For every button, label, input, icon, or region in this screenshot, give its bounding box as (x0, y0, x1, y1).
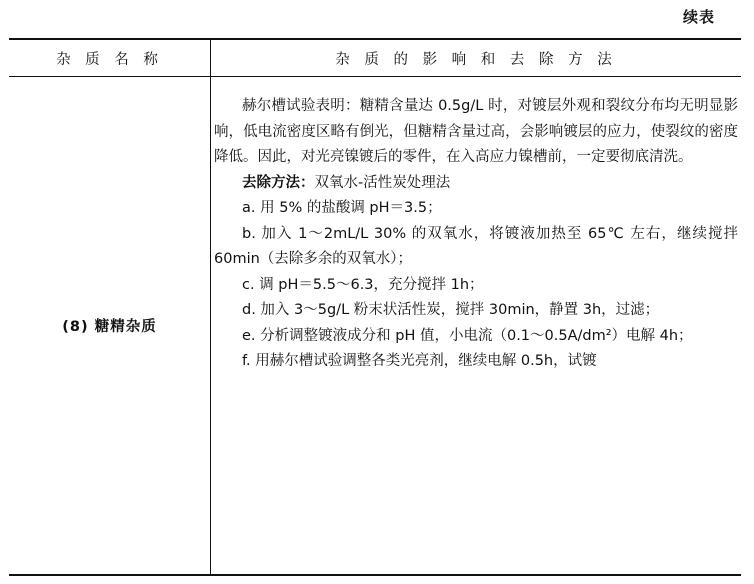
effect-and-removal-cell (211, 77, 742, 576)
step-b: b. 加入 1～2mL/L 30% 的双氧水，将镀液加热至 65℃ 左右，继续搅拌 60min（去除多余的双氧水）； (214, 225, 738, 267)
continued-label: 续表 (683, 8, 716, 26)
table-row (9, 77, 741, 576)
impurity-name-cell: (8) 糖精杂质 (9, 77, 211, 576)
intro-paragraph: 赫尔槽试验表明：糖精含量达 0.5g/L 时，对镀层外观和裂纹分布均无明显影响，低电流密度区略有倒光，但糖精含量过高，会影响镀层的应力，使裂纹的密度降低。因此，对光亮镍镀后的零件，在入高应力镍槽前，一定要彻底清洗。 (214, 98, 738, 165)
header-effect-and-removal: 杂 质 的 影 响 和 去 除 方 法 (211, 39, 742, 77)
step-e: e. 分析调整镀液成分和 pH 值，小电流（0.1～0.5A/dm²）电解 4h； (242, 327, 693, 344)
step-c: c. 调 pH＝5.5～6.3，充分搅拌 1h； (242, 276, 484, 293)
method-label: 去除方法： (242, 174, 315, 191)
impurity-table (9, 38, 741, 576)
method-line (214, 171, 738, 197)
step-d: d. 加入 3～5g/L 粉末状活性炭，搅拌 30min，静置 3h，过滤； (242, 302, 660, 318)
step-a: a. 用 5% 的盐酸调 pH＝3.5； (242, 200, 442, 216)
method-name: 双氧水-活性炭处理法 (314, 174, 451, 191)
table-header-row (9, 39, 741, 77)
header-impurity-name: 杂 质 名 称 (9, 39, 211, 77)
step-f: f. 用赫尔槽试验调整各类光亮剂，继续电解 0.5h，试镀 (242, 353, 597, 369)
